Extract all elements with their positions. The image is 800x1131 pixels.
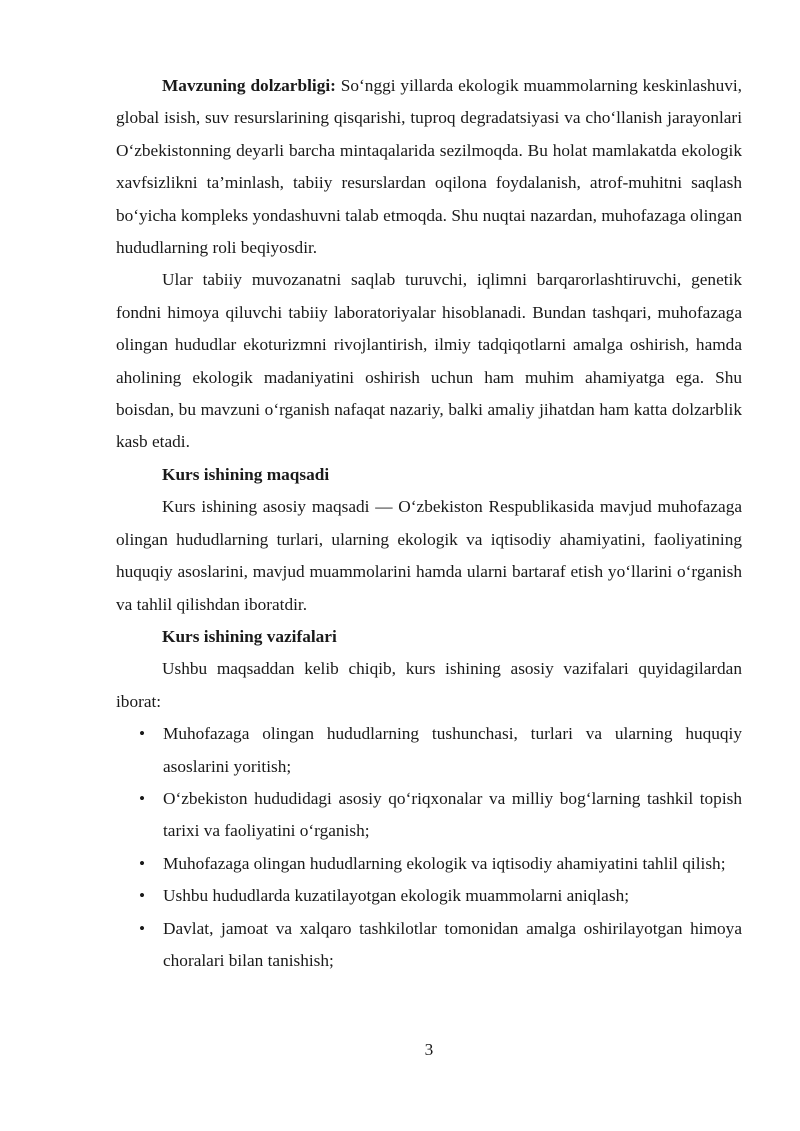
tasks-heading: Kurs ishining vazifalari bbox=[162, 626, 337, 646]
bullet-icon: • bbox=[139, 853, 146, 873]
goal-paragraph: Kurs ishining asosiy maqsadi — O‘zbekiston Respublikasida mavjud muhofazaga olingan hududlarning turlari, ularning ekologik va iqtisodiy ahamiyatini, faoliyatining huquqiy asoslarini, mavjud muammolarini hamda ularni bartaraf etish yo‘llarini o‘rganish va tahlil qilishdan iboratdir. bbox=[116, 497, 742, 614]
goal-heading: Kurs ishining maqsadi bbox=[162, 464, 330, 484]
list-item-text: O‘zbekiston hududidagi asosiy qo‘riqxonalar va milliy bog‘larning tashkil topish tarixi va faoliyatini o‘rganish; bbox=[163, 788, 742, 841]
bullet-icon: • bbox=[139, 886, 146, 906]
tasks-list bbox=[116, 718, 742, 977]
list-item bbox=[116, 718, 742, 783]
relevance-lead: Mavzuning dolzarbligi: bbox=[162, 76, 336, 95]
bullet-icon: • bbox=[139, 724, 146, 744]
list-item-text: Ushbu hududlarda kuzatilayotgan ekologik muammolarni aniqlash; bbox=[163, 886, 630, 906]
natural-labs-paragraph: Ular tabiiy muvozanatni saqlab turuvchi, iqlimni barqarorlashtiruvchi, genetik fondni himoya qiluvchi tabiiy laboratoriyalar hisoblanadi. Bundan tashqari, muhofazaga olingan hududlar ekoturizmni rivojlantirish, ilmiy tadqiqotlarni amalga oshirish, hamda aholining ekologik madaniyatini oshirish uchun ham muhim ahamiyatga ega. Shu boisdan, bu mavzuni o‘rganish nafaqat nazariy, balki amaliy jihatdan ham katta dolzarblik kasb etadi. bbox=[116, 270, 742, 452]
list-item bbox=[116, 848, 742, 880]
list-item bbox=[116, 880, 742, 912]
bullet-icon: • bbox=[139, 918, 146, 938]
list-item bbox=[116, 913, 742, 978]
list-item-text: Davlat, jamoat va xalqaro tashkilotlar tomonidan amalga oshirilayotgan himoya choralari bilan tanishish; bbox=[163, 918, 742, 970]
page-number: 3 bbox=[424, 1040, 434, 1059]
bullet-icon: • bbox=[139, 788, 146, 808]
list-item-text: Muhofazaga olingan hududlarning ekologik va iqtisodiy ahamiyatini tahlil qilish; bbox=[163, 853, 726, 873]
document-page bbox=[116, 70, 742, 977]
tasks-intro: Ushbu maqsaddan kelib chiqib, kurs ishining asosiy vazifalari quyidagilardan iborat: bbox=[116, 659, 742, 711]
relevance-paragraph bbox=[116, 70, 742, 264]
relevance-text: So‘nggi yillarda ekologik muammolarning keskinlashuvi, global isish, suv resurslarining qisqarishi, tuproq degradatsiyasi va cho‘llanish jarayonlari O‘zbekistonning deyarli barcha mintaqalarida sezilmoqda. Bu holat mamlakatda ekologik xavfsizlikni ta’minlash, tabiiy resurslardan oqilona foydalanish, atrof-muhitni saqlash bo‘yicha kompleks yondashuvni talab etmoqda. Shu nuqtai nazardan, muhofazaga olingan hududlarning roli beqiyosdir. bbox=[116, 76, 742, 258]
list-item-text: Muhofazaga olingan hududlarning tushunchasi, turlari va ularning huquqiy asoslarini yoritish; bbox=[163, 724, 742, 776]
list-item bbox=[116, 783, 742, 848]
